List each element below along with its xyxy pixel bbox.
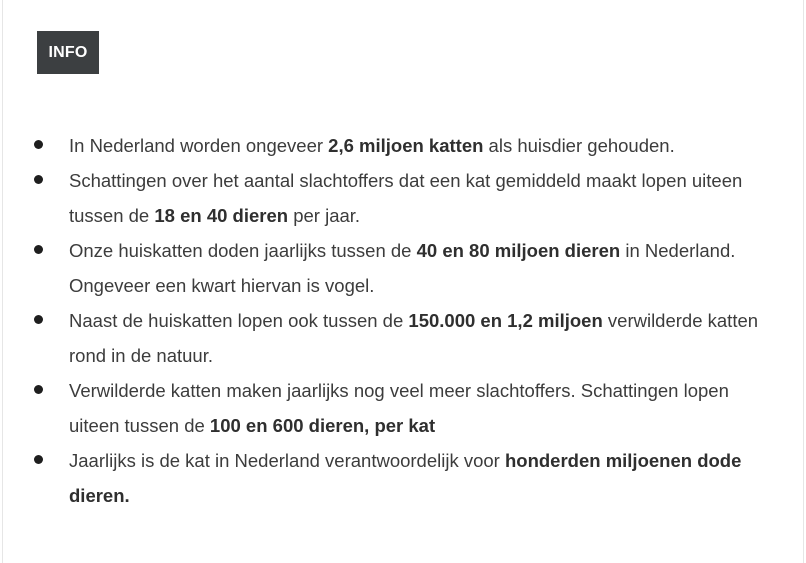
fact-highlight: 18 en 40 dieren [154, 205, 289, 226]
list-item [0, 128, 806, 163]
fact-text-end: per jaar. [288, 205, 361, 226]
list-item [0, 233, 806, 303]
bullet-icon [34, 245, 43, 254]
fact-text-end: als huisdier gehouden. [483, 135, 675, 156]
list-item [0, 163, 806, 233]
fact-text: Jaarlijks is de kat in Nederland verantwoordelijk voor [69, 450, 505, 471]
bullet-icon [34, 140, 43, 149]
fact-text-end: in Nederland. Ongeveer een kwart hiervan is vogel. [69, 240, 736, 296]
list-item [0, 303, 806, 373]
bullet-icon [34, 175, 43, 184]
fact-text: Verwilderde katten maken jaarlijks nog veel meer slachtoffers. Schattingen lopen uiteen tussen de [69, 380, 729, 436]
facts-list [0, 128, 806, 513]
info-badge: INFO [37, 31, 99, 74]
fact-highlight: 2,6 miljoen katten [328, 135, 484, 156]
fact-highlight: 150.000 en 1,2 miljoen [408, 310, 603, 331]
list-item [0, 443, 806, 513]
fact-highlight: 100 en 600 dieren, per kat [209, 415, 436, 436]
bullet-icon [34, 455, 43, 464]
fact-text: In Nederland worden ongeveer [69, 135, 329, 156]
fact-text: Schattingen over het aantal slachtoffers dat een kat gemiddeld maakt lopen uiteen tussen de [69, 170, 743, 226]
bullet-icon [34, 315, 43, 324]
fact-text: Onze huiskatten doden jaarlijks tussen de [69, 240, 417, 261]
fact-text-end: verwilderde katten rond in de natuur. [69, 310, 759, 366]
fact-highlight: honderden miljoenen dode dieren. [69, 450, 742, 506]
bullet-icon [34, 385, 43, 394]
list-item [0, 373, 806, 443]
fact-text: Naast de huiskatten lopen ook tussen de [69, 310, 409, 331]
fact-highlight: 40 en 80 miljoen dieren [416, 240, 621, 261]
